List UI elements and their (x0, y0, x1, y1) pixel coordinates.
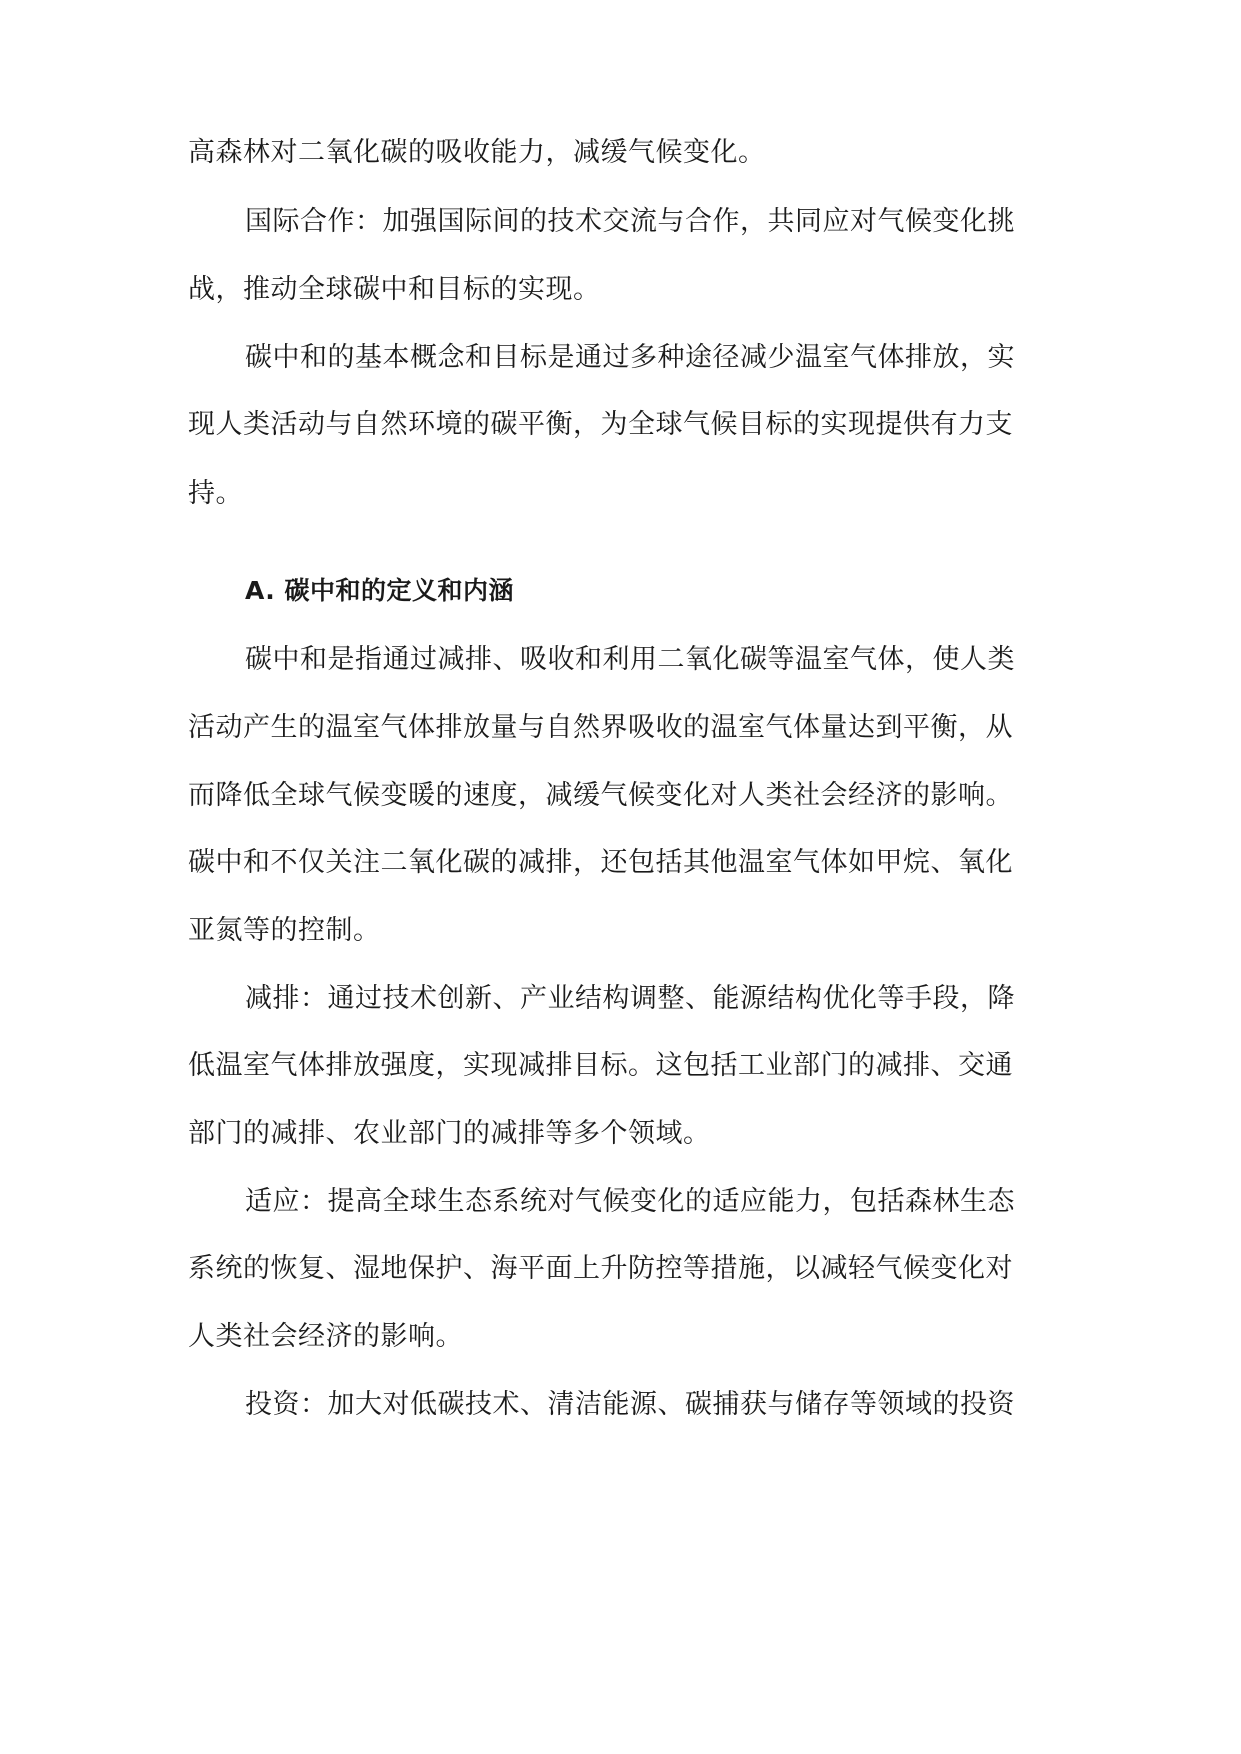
text-line: 人类社会经济的影响。 (188, 1321, 463, 1352)
text-line: 部门的减排、农业部门的减排等多个领域。 (188, 1118, 711, 1149)
text-line: 战，推动全球碳中和目标的实现。 (188, 274, 601, 305)
text-line: 减排：通过技术创新、产业结构调整、能源结构优化等手段，降 (245, 983, 1015, 1014)
text-line: 亚氮等的控制。 (188, 915, 381, 946)
text-line: 活动产生的温室气体排放量与自然界吸收的温室气体量达到平衡，从 (188, 712, 1013, 743)
text-line: 持。 (188, 478, 243, 509)
text-line: 高森林对二氧化碳的吸收能力，减缓气候变化。 (188, 137, 766, 168)
text-line: 适应：提高全球生态系统对气候变化的适应能力，包括森林生态 (245, 1186, 1015, 1217)
text-line: 现人类活动与自然环境的碳平衡，为全球气候目标的实现提供有力支 (188, 409, 1013, 440)
text-line: 碳中和是指通过减排、吸收和利用二氧化碳等温室气体，使人类 (245, 644, 1015, 675)
text-line: 碳中和的基本概念和目标是通过多种途径减少温室气体排放，实 (245, 342, 1015, 373)
text-line: 国际合作：加强国际间的技术交流与合作，共同应对气候变化挑 (245, 206, 1015, 237)
section-heading: A. 碳中和的定义和内涵 (245, 576, 515, 605)
text-line: 低温室气体排放强度，实现减排目标。这包括工业部门的减排、交通 (188, 1050, 1013, 1081)
text-line: 系统的恢复、湿地保护、海平面上升防控等措施，以减轻气候变化对 (188, 1253, 1013, 1284)
text-line: 投资：加大对低碳技术、清洁能源、碳捕获与储存等领域的投资 (245, 1389, 1015, 1420)
text-line: 而降低全球气候变暖的速度，减缓气候变化对人类社会经济的影响。 (188, 780, 1013, 811)
text-line: 碳中和不仅关注二氧化碳的减排，还包括其他温室气体如甲烷、氧化 (188, 847, 1013, 878)
